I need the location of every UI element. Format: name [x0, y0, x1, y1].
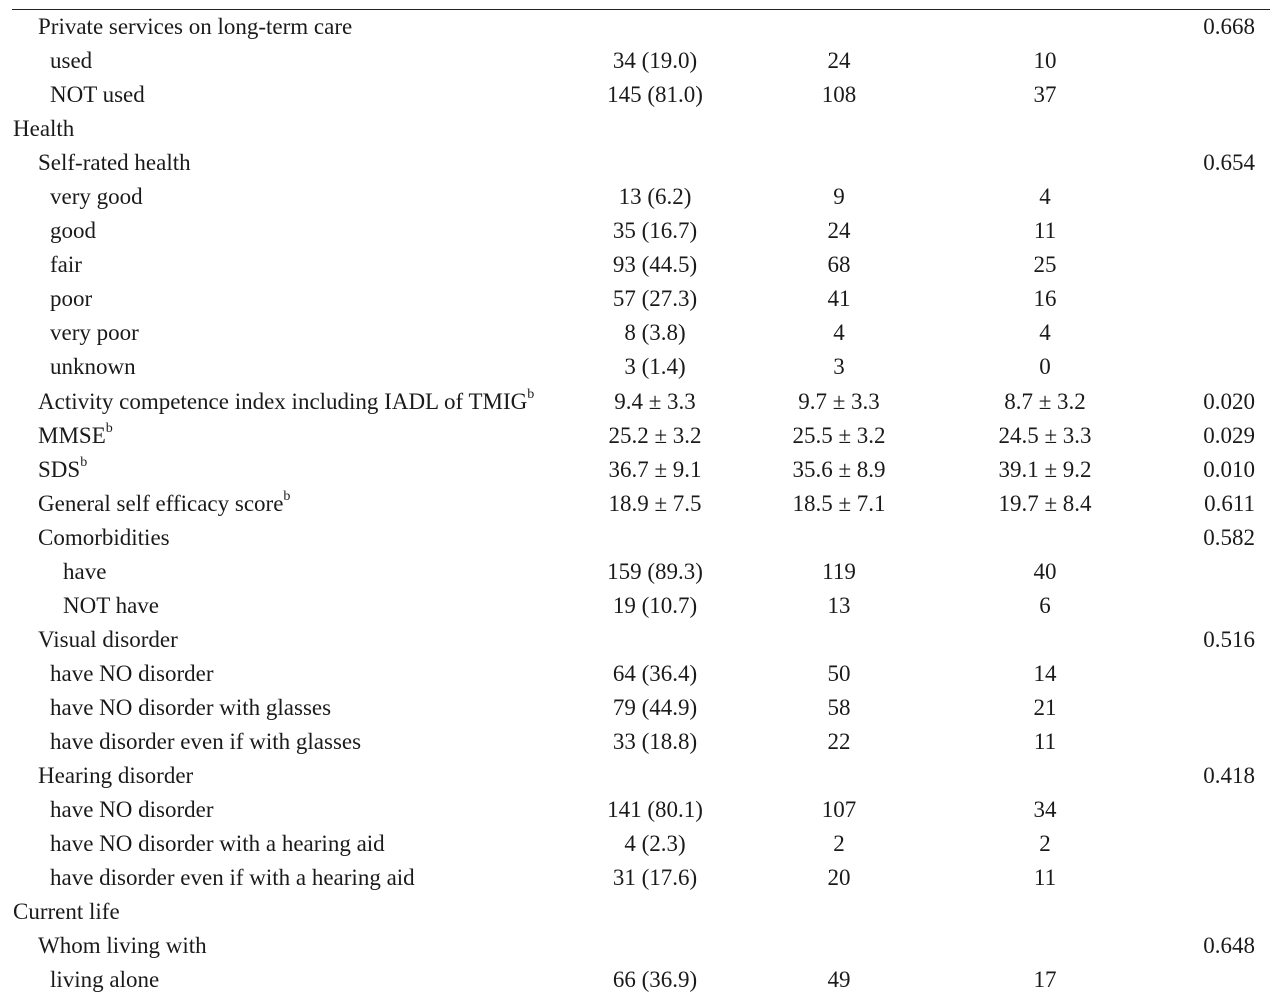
row-label [50, 793, 214, 827]
p-value: 0.654 [1203, 150, 1255, 176]
p-value: 0.648 [1203, 933, 1255, 959]
row-label [38, 453, 87, 487]
row-label-text: have NO disorder [50, 797, 214, 823]
row-label [13, 895, 120, 929]
row-label-text: Current life [13, 899, 120, 925]
group-a-value: 50 [827, 660, 851, 686]
group-a-value: 68 [827, 252, 851, 278]
row-label [50, 78, 145, 112]
group-a-value: 22 [827, 728, 851, 754]
table-row [0, 419, 1282, 453]
row-label [63, 555, 106, 589]
group-b-value: 39.1 ± 9.2 [998, 456, 1092, 482]
row-label-text: living alone [50, 967, 160, 993]
total-value: 35 (16.7) [612, 218, 698, 244]
total-value: 18.9 ± 7.5 [608, 490, 702, 516]
group-a-value: 2 [833, 831, 845, 857]
table-row [0, 623, 1282, 657]
row-label [50, 44, 92, 78]
table-row [0, 657, 1282, 691]
table-row [0, 691, 1282, 725]
group-b-value: 4 [1039, 320, 1051, 346]
total-value: 19 (10.7) [612, 592, 698, 618]
row-label [50, 963, 159, 997]
total-value: 36.7 ± 9.1 [608, 456, 702, 482]
group-a-value: 24 [827, 218, 851, 244]
group-b-value: 2 [1039, 831, 1051, 857]
table-row [0, 78, 1282, 112]
total-value: 79 (44.9) [612, 694, 698, 720]
row-label-text: Health [13, 116, 75, 142]
row-label [50, 725, 361, 759]
row-label [38, 146, 191, 180]
row-label-text: used [50, 48, 93, 74]
p-value: 0.010 [1203, 456, 1255, 482]
total-value: 145 (81.0) [607, 82, 703, 108]
row-label-text: have NO disorder [50, 660, 214, 686]
table-row [0, 112, 1282, 146]
group-b-value: 25 [1033, 252, 1057, 278]
group-a-value: 24 [827, 48, 851, 74]
row-label-text: Hearing disorder [38, 763, 194, 789]
row-label-text: have disorder even if with glasses [50, 728, 362, 754]
table-row [0, 385, 1282, 419]
group-a-value: 18.5 ± 7.1 [792, 490, 886, 516]
row-label-text: have NO disorder with glasses [50, 694, 332, 720]
table-row [0, 180, 1282, 214]
table-row [0, 963, 1282, 997]
group-b-value: 11 [1033, 865, 1057, 891]
table-row [0, 895, 1282, 929]
total-value: 159 (89.3) [607, 558, 703, 584]
total-value: 13 (6.2) [618, 184, 692, 210]
table-row [0, 44, 1282, 78]
table-row [0, 521, 1282, 555]
group-b-value: 6 [1039, 592, 1051, 618]
group-b-value: 21 [1033, 694, 1057, 720]
total-value: 66 (36.9) [612, 967, 698, 993]
group-a-value: 41 [827, 286, 851, 312]
row-label [38, 419, 113, 453]
row-label-text: poor [50, 286, 93, 312]
row-label [38, 929, 207, 963]
row-label-text: Self-rated health [38, 150, 191, 176]
total-value: 8 (3.8) [624, 320, 686, 346]
row-label [50, 214, 96, 248]
row-label [50, 248, 82, 282]
row-label-text: good [50, 218, 96, 244]
row-label [13, 112, 74, 146]
group-a-value: 107 [821, 797, 857, 823]
group-a-value: 35.6 ± 8.9 [792, 456, 886, 482]
p-value: 0.668 [1203, 14, 1255, 39]
table-row [0, 146, 1282, 180]
table-row [0, 316, 1282, 350]
p-value: 0.029 [1203, 422, 1255, 448]
group-a-value: 58 [827, 694, 851, 720]
table-row [0, 248, 1282, 282]
table-row [0, 487, 1282, 521]
table-row [0, 725, 1282, 759]
table-row [0, 759, 1282, 793]
table-row [0, 282, 1282, 316]
row-label-text: General self efficacy score [38, 490, 284, 516]
group-b-value: 37 [1033, 82, 1057, 108]
row-label [50, 180, 143, 214]
group-b-value: 24.5 ± 3.3 [998, 422, 1092, 448]
table-row [0, 861, 1282, 895]
row-label [38, 10, 352, 44]
p-value: 0.516 [1203, 626, 1255, 652]
row-label-text: have NO disorder with a hearing aid [50, 831, 385, 857]
total-value: 9.4 ± 3.3 [614, 388, 696, 414]
footnote-marker: b [527, 386, 535, 402]
row-label [38, 487, 290, 521]
table-row [0, 10, 1282, 44]
group-a-value: 20 [827, 865, 851, 891]
row-label-text: Comorbidities [38, 524, 170, 550]
group-b-value: 34 [1033, 797, 1057, 823]
total-value: 3 (1.4) [624, 354, 686, 380]
total-value: 4 (2.3) [624, 831, 686, 857]
row-label [50, 350, 136, 384]
p-value: 0.418 [1203, 763, 1255, 789]
table-row [0, 827, 1282, 861]
total-value: 31 (17.6) [612, 865, 698, 891]
total-value: 141 (80.1) [607, 797, 703, 823]
row-label-text: have disorder even if with a hearing aid [50, 865, 415, 891]
table-row [0, 555, 1282, 589]
table-row [0, 589, 1282, 623]
row-label [38, 385, 534, 419]
row-label-text: Private services on long-term care [38, 14, 353, 39]
group-b-value: 17 [1033, 967, 1057, 993]
row-label [50, 861, 415, 895]
group-b-value: 11 [1033, 218, 1057, 244]
table-row [0, 929, 1282, 963]
row-label-text: Whom living with [38, 933, 207, 959]
row-label-text: very good [50, 184, 143, 210]
row-label [38, 623, 178, 657]
total-value: 93 (44.5) [612, 252, 698, 278]
group-a-value: 9 [833, 184, 845, 210]
group-b-value: 8.7 ± 3.2 [1004, 388, 1086, 414]
row-label [50, 282, 92, 316]
group-b-value: 0 [1039, 354, 1051, 380]
group-a-value: 108 [821, 82, 857, 108]
group-b-value: 11 [1033, 728, 1057, 754]
row-label-text: SDS [38, 456, 81, 482]
row-label-text: have [63, 558, 107, 584]
row-label-text: very poor [50, 320, 139, 346]
p-value: 0.582 [1203, 524, 1255, 550]
total-value: 33 (18.8) [612, 728, 698, 754]
group-b-value: 14 [1033, 660, 1057, 686]
group-a-value: 49 [827, 967, 851, 993]
data-table [0, 10, 1282, 997]
row-label [63, 589, 159, 623]
row-label-text: Activity competence index including IADL of TMIG [38, 388, 528, 414]
group-a-value: 3 [833, 354, 845, 380]
row-label-text: MMSE [38, 422, 106, 448]
footnote-marker: b [105, 420, 113, 436]
table-row [0, 793, 1282, 827]
row-label-text: Visual disorder [38, 626, 178, 652]
footnote-marker: b [283, 489, 291, 504]
row-label-text: NOT used [50, 82, 145, 108]
group-a-value: 4 [833, 320, 845, 346]
table-row [0, 453, 1282, 487]
row-label-text: NOT have [63, 592, 160, 618]
total-value: 57 (27.3) [612, 286, 698, 312]
group-b-value: 40 [1033, 558, 1057, 584]
p-value: 0.020 [1203, 388, 1255, 414]
group-a-value: 119 [822, 558, 856, 584]
row-label-text: fair [50, 252, 82, 278]
total-value: 34 (19.0) [612, 48, 698, 74]
group-b-value: 4 [1039, 184, 1051, 210]
group-b-value: 19.7 ± 8.4 [998, 490, 1092, 516]
total-value: 64 (36.4) [612, 660, 698, 686]
row-label [50, 691, 331, 725]
table-row [0, 350, 1282, 384]
footnote-marker: b [80, 454, 88, 470]
group-a-value: 25.5 ± 3.2 [792, 422, 886, 448]
group-b-value: 16 [1033, 286, 1057, 312]
p-value: 0.611 [1204, 490, 1255, 516]
group-a-value: 13 [827, 592, 851, 618]
row-label [38, 521, 170, 555]
group-a-value: 9.7 ± 3.3 [798, 388, 880, 414]
total-value: 25.2 ± 3.2 [608, 422, 702, 448]
group-b-value: 10 [1033, 48, 1057, 74]
row-label [38, 759, 193, 793]
row-label [50, 657, 214, 691]
table-row [0, 214, 1282, 248]
row-label-text: unknown [50, 354, 136, 380]
row-label [50, 827, 385, 861]
row-label [50, 316, 139, 350]
